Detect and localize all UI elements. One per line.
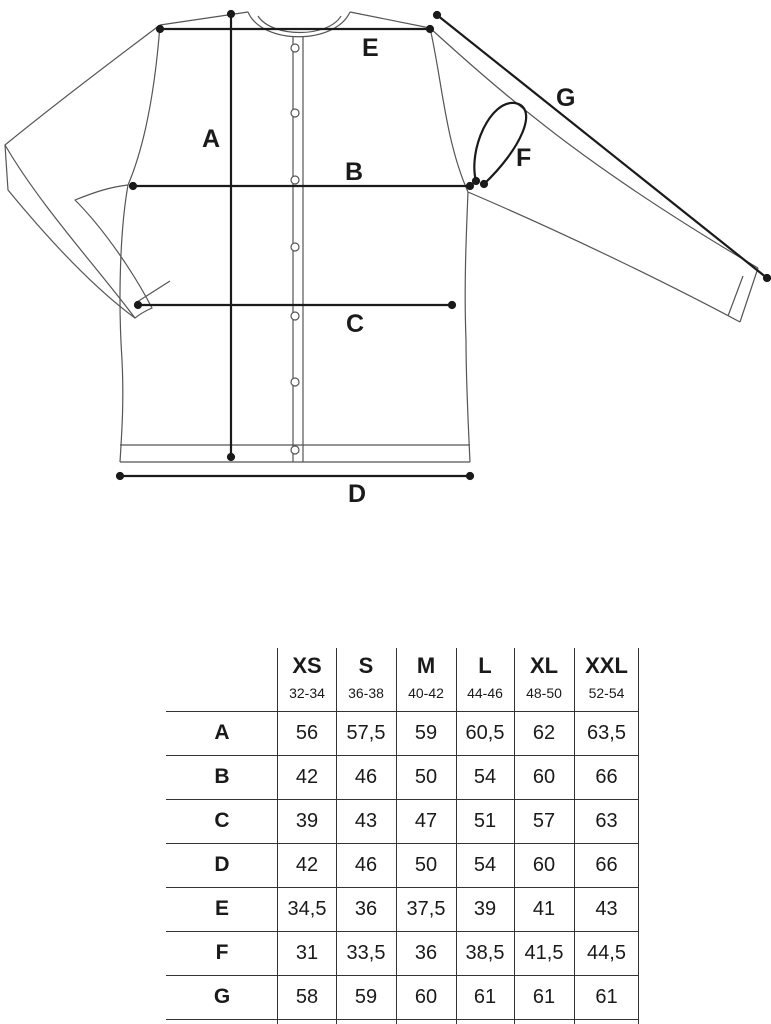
measure-line-g bbox=[437, 15, 767, 278]
button-1 bbox=[291, 44, 299, 52]
grid-line bbox=[166, 843, 639, 844]
grid-line bbox=[166, 755, 639, 756]
value-cell: 54 bbox=[473, 853, 497, 876]
value-cell: 38,5 bbox=[465, 941, 505, 964]
label-g: G bbox=[556, 84, 576, 112]
size-table bbox=[166, 648, 639, 1024]
value-cell: 41 bbox=[532, 897, 556, 920]
value-cell: 60 bbox=[532, 853, 556, 876]
size-label: L bbox=[478, 653, 492, 678]
size-range: 48-50 bbox=[526, 685, 562, 701]
value-cell: 43 bbox=[595, 897, 618, 920]
value-cell: 51 bbox=[473, 809, 497, 832]
grid-line bbox=[166, 1019, 639, 1020]
grid-line bbox=[336, 648, 337, 1024]
button-7 bbox=[291, 446, 299, 454]
table-row-b bbox=[166, 756, 639, 798]
size-column-xxl bbox=[574, 648, 639, 710]
shirt-outline bbox=[5, 12, 758, 462]
value-cell: 47 bbox=[414, 809, 438, 832]
value-cell: 33,5 bbox=[346, 941, 386, 964]
size-range: 32-34 bbox=[289, 685, 325, 701]
value-cell: 66 bbox=[595, 853, 618, 876]
table-row-d bbox=[166, 844, 639, 886]
value-cell: 58 bbox=[295, 985, 319, 1008]
value-cell: 54 bbox=[473, 765, 497, 788]
label-d: D bbox=[348, 480, 367, 508]
grid-line bbox=[166, 931, 639, 932]
value-cell: 37,5 bbox=[406, 897, 446, 920]
button-2 bbox=[291, 109, 299, 117]
button-5 bbox=[291, 312, 299, 320]
value-cell: 63 bbox=[595, 809, 618, 832]
button-6 bbox=[291, 378, 299, 386]
row-label: B bbox=[214, 765, 230, 788]
value-cell: 44,5 bbox=[587, 941, 626, 964]
value-cell: 50 bbox=[414, 853, 438, 876]
buttons bbox=[291, 44, 299, 454]
value-cell: 59 bbox=[414, 721, 438, 744]
size-label: M bbox=[416, 653, 436, 678]
value-cell: 39 bbox=[473, 897, 497, 920]
size-column-s bbox=[336, 648, 396, 710]
table-row-c bbox=[166, 800, 639, 842]
row-label: D bbox=[214, 853, 230, 876]
value-cell: 63,5 bbox=[587, 721, 626, 744]
value-cell: 50 bbox=[414, 765, 438, 788]
value-cell: 61 bbox=[473, 985, 497, 1008]
value-cell: 41,5 bbox=[524, 941, 564, 964]
value-cell: 60,5 bbox=[465, 721, 505, 744]
grid-line bbox=[638, 648, 639, 1024]
value-cell: 57,5 bbox=[346, 721, 386, 744]
label-b: B bbox=[345, 158, 364, 186]
value-cell: 60 bbox=[414, 985, 438, 1008]
button-4 bbox=[291, 243, 299, 251]
button-3 bbox=[291, 176, 299, 184]
size-range: 52-54 bbox=[588, 685, 625, 701]
row-label: E bbox=[214, 897, 229, 920]
size-range: 44-46 bbox=[467, 685, 503, 701]
table-row-f bbox=[166, 932, 639, 974]
value-cell: 60 bbox=[532, 765, 556, 788]
size-range: 40-42 bbox=[408, 685, 444, 701]
table-row-a bbox=[166, 712, 639, 754]
size-label: XS bbox=[292, 653, 322, 678]
row-label: C bbox=[214, 809, 230, 832]
label-f: F bbox=[516, 144, 532, 172]
size-range: 36-38 bbox=[348, 685, 384, 701]
grid-line bbox=[396, 648, 397, 1024]
value-cell: 42 bbox=[295, 853, 319, 876]
size-column-l bbox=[456, 648, 514, 710]
size-label: XL bbox=[529, 653, 559, 678]
table-row-g bbox=[166, 976, 639, 1018]
grid-line bbox=[277, 648, 278, 1024]
grid-line bbox=[166, 975, 639, 976]
value-cell: 61 bbox=[595, 985, 618, 1008]
value-cell: 36 bbox=[354, 897, 378, 920]
value-cell: 66 bbox=[595, 765, 618, 788]
value-cell: 57 bbox=[532, 809, 556, 832]
label-a: A bbox=[202, 125, 221, 153]
label-e: E bbox=[362, 34, 379, 62]
grid-line bbox=[514, 648, 515, 1024]
grid-line bbox=[166, 799, 639, 800]
row-label: A bbox=[214, 721, 230, 744]
value-cell: 43 bbox=[354, 809, 378, 832]
value-cell: 46 bbox=[354, 765, 378, 788]
value-cell: 34,5 bbox=[287, 897, 327, 920]
measurement-lines bbox=[117, 11, 770, 479]
table-header-row bbox=[166, 648, 639, 710]
grid-line bbox=[166, 711, 639, 712]
value-cell: 46 bbox=[354, 853, 378, 876]
size-column-xl bbox=[514, 648, 574, 710]
row-label: F bbox=[215, 941, 229, 964]
table-row-e bbox=[166, 888, 639, 930]
label-c: C bbox=[346, 310, 365, 338]
value-cell: 31 bbox=[295, 941, 319, 964]
value-cell: 56 bbox=[295, 721, 319, 744]
value-cell: 62 bbox=[532, 721, 556, 744]
grid-line bbox=[574, 648, 575, 1024]
value-cell: 36 bbox=[414, 941, 438, 964]
value-cell: 42 bbox=[295, 765, 319, 788]
grid-line bbox=[166, 887, 639, 888]
size-label: S bbox=[358, 653, 374, 678]
row-label: G bbox=[213, 985, 231, 1008]
size-column-m bbox=[396, 648, 456, 710]
size-column-xs bbox=[278, 648, 336, 710]
size-label: XXL bbox=[585, 653, 628, 678]
value-cell: 61 bbox=[532, 985, 556, 1008]
grid-line bbox=[456, 648, 457, 1024]
value-cell: 39 bbox=[295, 809, 319, 832]
value-cell: 59 bbox=[354, 985, 378, 1008]
